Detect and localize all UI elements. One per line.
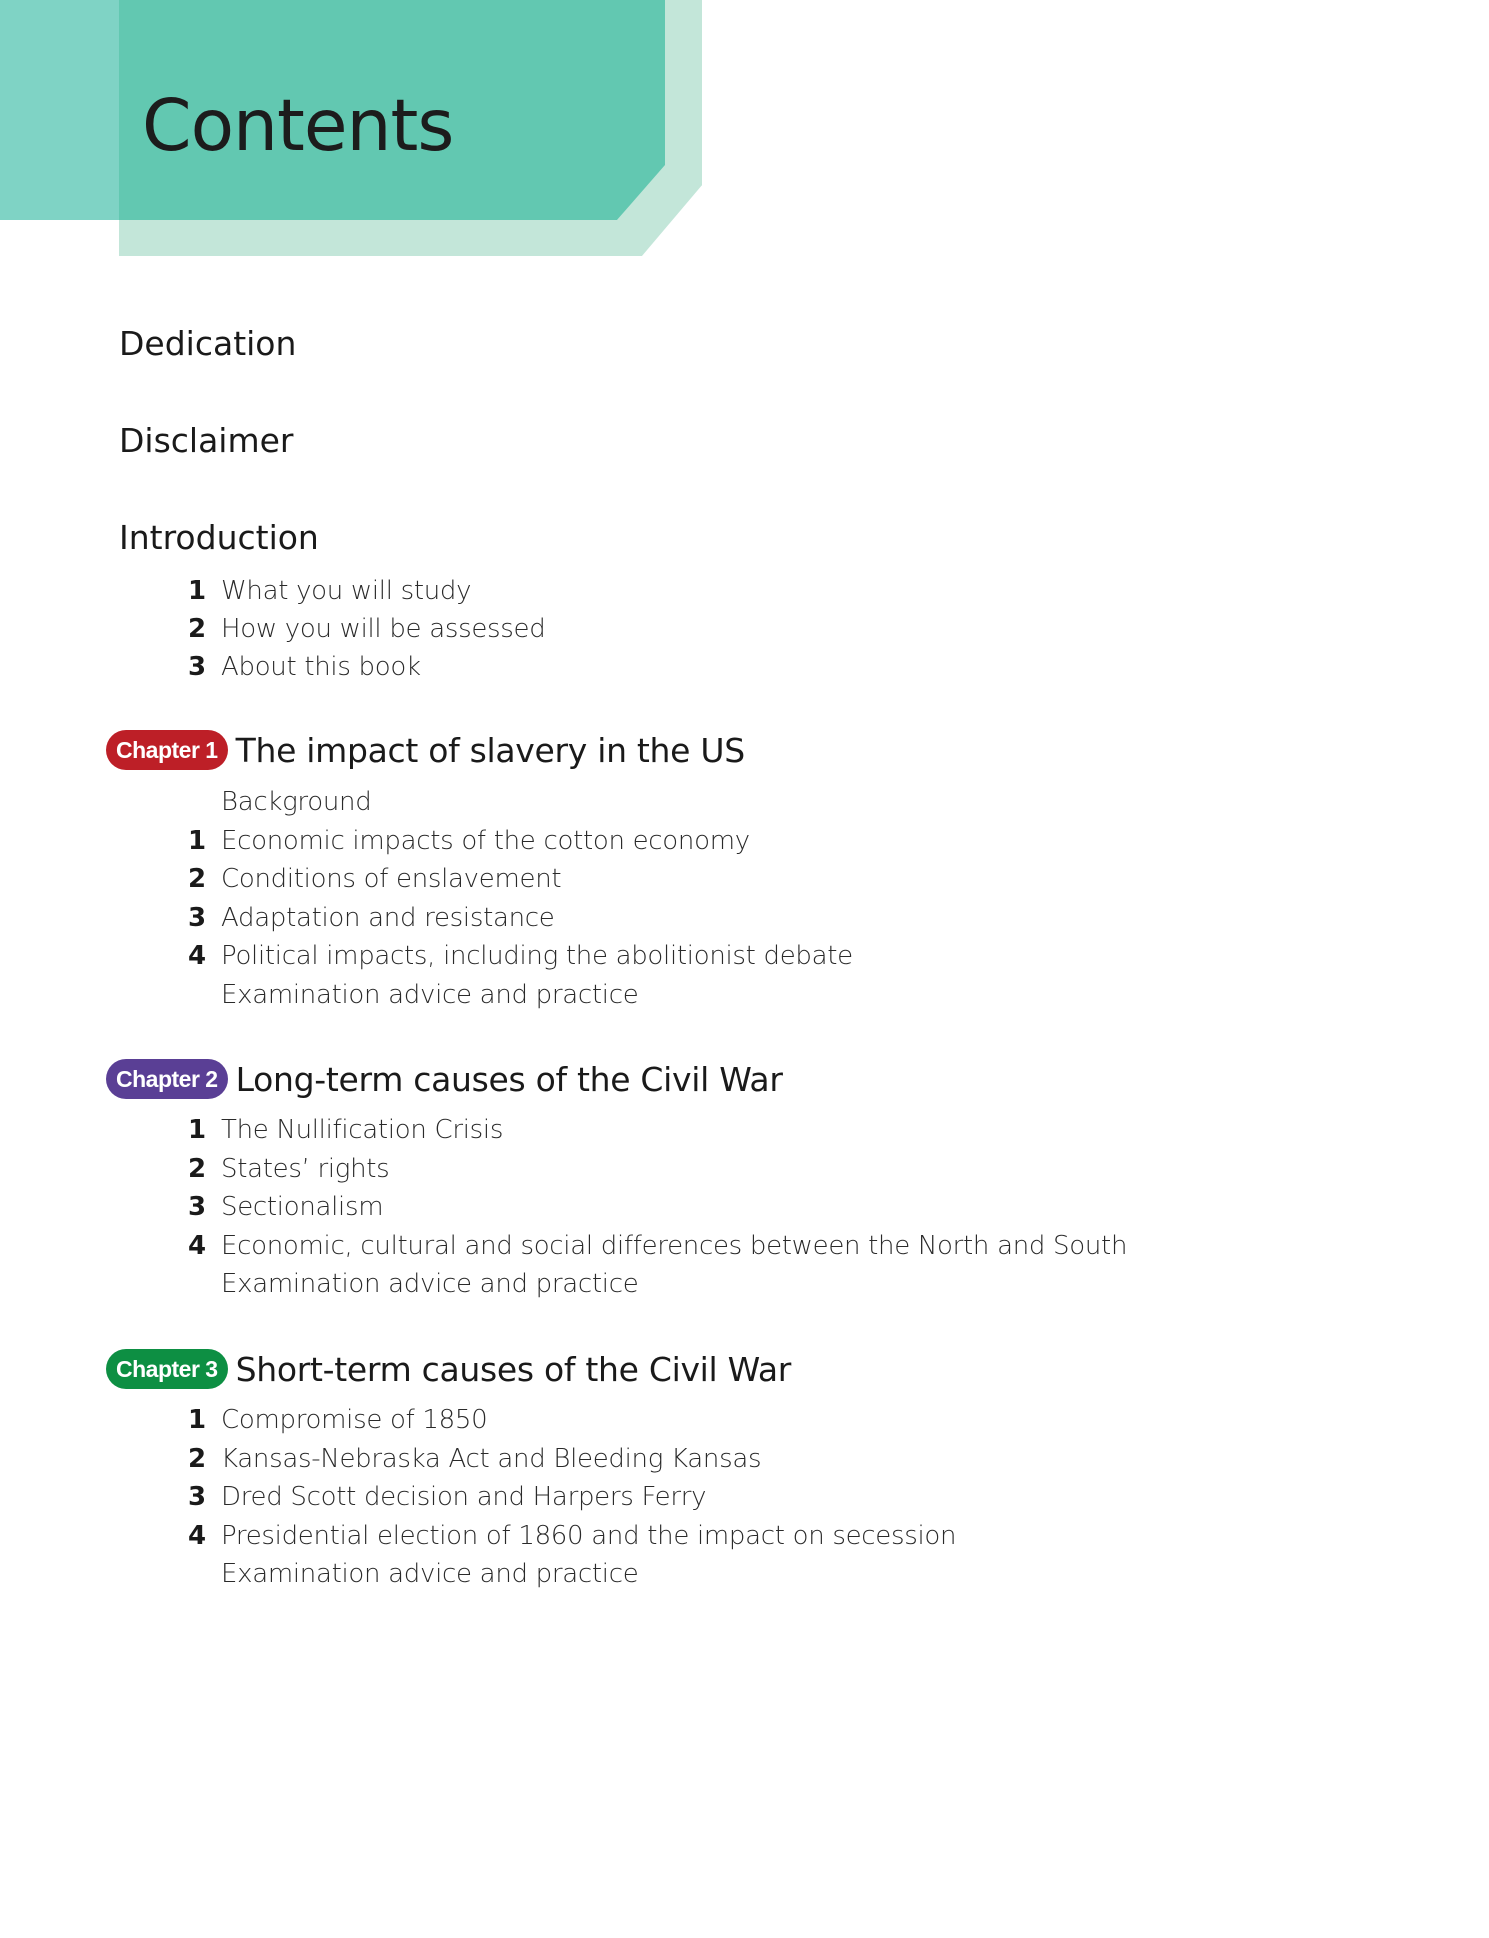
item-text: Sectionalism (221, 1192, 384, 1222)
item-number: 2 (188, 1154, 207, 1184)
item-text: Presidential election of 1860 and the impact on secession (221, 1521, 957, 1551)
item-text: States’ rights (221, 1154, 390, 1184)
item-text: How you will be assessed (221, 614, 546, 644)
item-number: 2 (188, 614, 207, 644)
chapter-title: The impact of slavery in the US (235, 730, 745, 770)
chapter-badge: Chapter 1 (106, 730, 228, 770)
toc-disclaimer[interactable]: Disclaimer (119, 421, 294, 460)
item-text: About this book (221, 652, 421, 682)
toc-dedication[interactable]: Dedication (119, 324, 297, 363)
item-number: 3 (188, 1482, 207, 1512)
item-text: What you will study (221, 576, 472, 606)
item-text: The Nullification Crisis (221, 1115, 504, 1145)
item-number: 2 (188, 864, 207, 894)
toc-introduction[interactable]: Introduction (119, 518, 319, 557)
item-number: 4 (188, 941, 207, 971)
item-number: 1 (188, 1115, 207, 1145)
item-text: Adaptation and resistance (221, 903, 555, 933)
item-number: 4 (188, 1231, 207, 1261)
item-number: 1 (188, 1405, 207, 1435)
header-band-left (0, 0, 119, 220)
item-number: 3 (188, 903, 207, 933)
item-number: 4 (188, 1521, 207, 1551)
item-text: Economic, cultural and social differences between the North and South (221, 1231, 1128, 1261)
item-text: Examination advice and practice (221, 1269, 639, 1299)
item-text: Examination advice and practice (221, 1559, 639, 1589)
item-text: Kansas-Nebraska Act and Bleeding Kansas (221, 1444, 762, 1474)
chapter-1-heading[interactable] (106, 730, 745, 774)
item-text: Examination advice and practice (221, 980, 639, 1010)
item-number: 3 (188, 1192, 207, 1222)
item-text: Compromise of 1850 (221, 1405, 488, 1435)
item-number: 3 (188, 652, 207, 682)
chapter-3-heading[interactable] (106, 1349, 791, 1393)
chapter-title: Long-term causes of the Civil War (235, 1059, 783, 1099)
item-text: Economic impacts of the cotton economy (221, 826, 750, 856)
chapter-title: Short-term causes of the Civil War (235, 1349, 792, 1389)
item-text: Conditions of enslavement (221, 864, 562, 894)
item-number: 2 (188, 1444, 207, 1474)
chapter-2-heading[interactable] (106, 1059, 783, 1103)
item-text: Political impacts, including the abolitionist debate (221, 941, 853, 971)
chapter-badge: Chapter 3 (106, 1349, 228, 1389)
chapter-badge: Chapter 2 (106, 1059, 228, 1099)
item-text: Dred Scott decision and Harpers Ferry (221, 1482, 707, 1512)
page-title: Contents (142, 84, 454, 167)
item-text: Background (221, 787, 372, 817)
item-number: 1 (188, 576, 207, 606)
item-number: 1 (188, 826, 207, 856)
